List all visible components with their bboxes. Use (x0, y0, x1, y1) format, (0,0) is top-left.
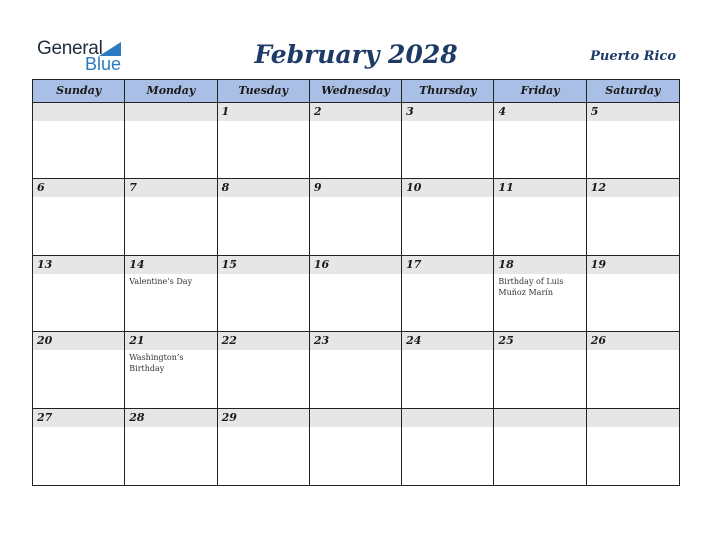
day-cell-header-band (494, 103, 585, 121)
day-cell-header-band (125, 179, 216, 197)
day-number: 6 (37, 181, 45, 195)
day-cell (218, 103, 310, 179)
day-cell (125, 256, 217, 332)
day-number: 27 (37, 410, 53, 424)
day-cell (125, 179, 217, 255)
day-number: 7 (129, 181, 137, 195)
holiday-event: Valentine’s Day (129, 276, 193, 286)
day-cell-header-band (33, 179, 124, 197)
day-cell (494, 332, 586, 408)
day-cell (402, 256, 494, 332)
day-number: 12 (590, 181, 607, 195)
day-number: 2 (313, 105, 322, 118)
day-cell (33, 103, 125, 179)
day-cell (494, 256, 586, 332)
day-cell-header-band (218, 103, 309, 121)
day-cell (494, 179, 586, 255)
day-cell-header-band (402, 409, 493, 427)
weekday-header-sunday: Sunday (33, 80, 125, 103)
weekday-header-tuesday: Tuesday (218, 80, 310, 103)
day-cell-header-band (310, 409, 401, 427)
day-number: 11 (498, 181, 514, 195)
day-number: 29 (221, 410, 237, 424)
day-cell (310, 332, 402, 408)
holiday-event: Washington’s Birthday (129, 353, 184, 374)
weekday-header-wednesday: Wednesday (310, 80, 402, 103)
day-number: 1 (221, 105, 230, 118)
logo-general-text: General (37, 38, 103, 59)
region-label: Puerto Rico (590, 49, 676, 64)
weekday-header-saturday: Saturday (587, 80, 679, 103)
day-number: 9 (313, 181, 322, 195)
day-cell-header-band (587, 103, 679, 121)
day-cell (33, 332, 125, 408)
day-cell-header-band (587, 409, 679, 427)
day-cell (310, 256, 402, 332)
day-cell-header-band (125, 103, 216, 121)
day-number: 20 (37, 334, 53, 348)
day-cell (310, 103, 402, 179)
day-number: 22 (221, 334, 237, 348)
day-number: 18 (498, 257, 514, 271)
day-cell (218, 179, 310, 255)
day-cell-header-band (494, 409, 585, 427)
day-cell-header-band (310, 103, 401, 121)
day-number: 26 (590, 334, 607, 348)
day-cell-header-band (310, 179, 401, 197)
day-cell (587, 103, 679, 179)
day-cell (402, 103, 494, 179)
day-cell (33, 179, 125, 255)
day-cell (218, 409, 310, 485)
day-number: 10 (406, 181, 422, 195)
day-number: 4 (498, 105, 507, 118)
day-cell (218, 332, 310, 408)
day-cell (494, 103, 586, 179)
day-cell (125, 332, 217, 408)
day-number: 23 (313, 334, 330, 348)
day-cell (402, 332, 494, 408)
day-number: 3 (406, 105, 414, 118)
day-cell (402, 409, 494, 485)
holiday-event: Birthday of Luis Muñoz Marín (498, 276, 564, 297)
day-number: 25 (498, 334, 514, 348)
day-cell (587, 332, 679, 408)
day-cell (587, 256, 679, 332)
day-number: 16 (313, 257, 330, 271)
day-number: 21 (129, 334, 145, 348)
day-cell-header-band (33, 103, 124, 121)
day-cell-header-band (218, 179, 309, 197)
logo-blue-text: Blue (85, 54, 122, 74)
day-cell (125, 103, 217, 179)
day-cell (33, 256, 125, 332)
day-cell (310, 409, 402, 485)
day-number: 17 (406, 257, 422, 271)
day-cell (310, 179, 402, 255)
day-number: 13 (37, 257, 53, 271)
weekday-header-friday: Friday (494, 80, 586, 103)
day-cell (33, 409, 125, 485)
day-cell (587, 179, 679, 255)
day-number: 19 (590, 257, 607, 271)
day-cell (494, 409, 586, 485)
day-number: 5 (590, 105, 599, 118)
day-number: 28 (129, 410, 145, 424)
day-number: 24 (406, 334, 422, 348)
page-title: February 2028 (254, 40, 458, 69)
calendar-grid (32, 79, 680, 486)
weekday-header-monday: Monday (125, 80, 217, 103)
day-cell (218, 256, 310, 332)
day-number: 15 (221, 257, 237, 271)
day-cell-header-band (402, 103, 493, 121)
day-cell (125, 409, 217, 485)
day-number: 8 (221, 181, 230, 195)
day-number: 14 (129, 257, 145, 271)
weekday-header-thursday: Thursday (402, 80, 494, 103)
day-cell (402, 179, 494, 255)
day-cell (587, 409, 679, 485)
